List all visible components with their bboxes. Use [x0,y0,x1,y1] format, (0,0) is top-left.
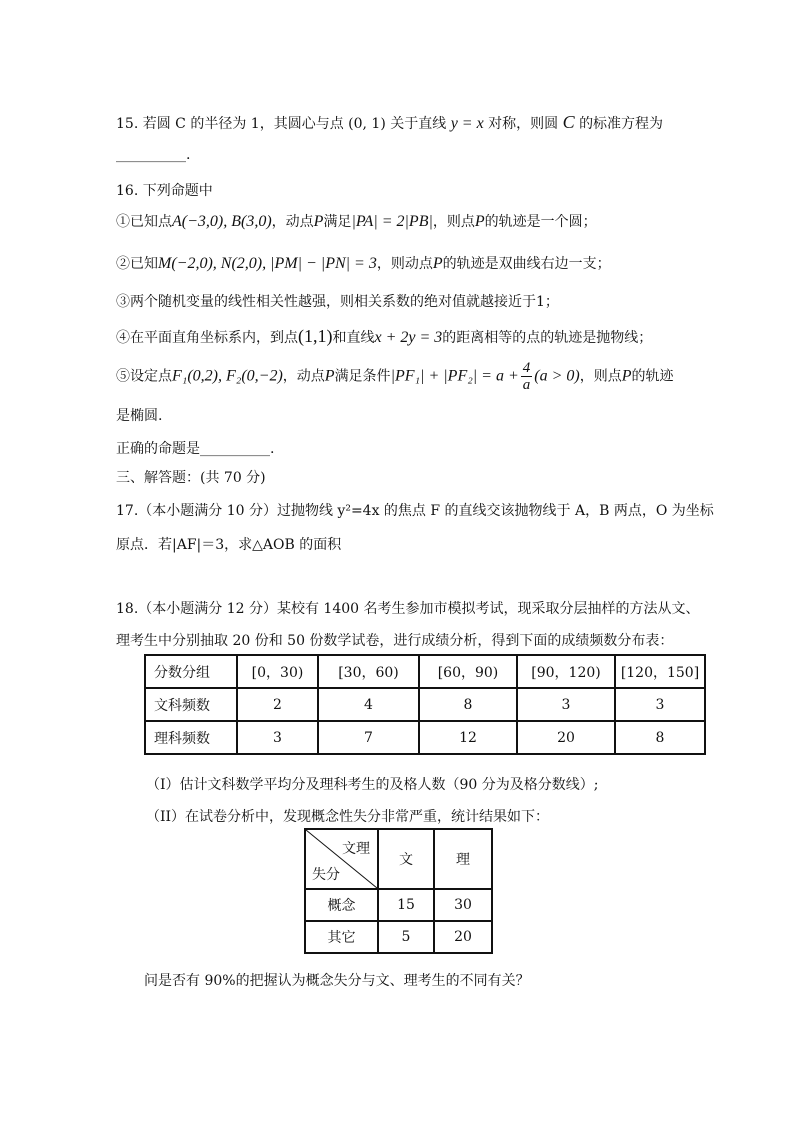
q17-line-2: 原点．若|AF|＝3，求△AOB 的面积 [116,537,342,553]
corner-bottom-label: 失分 [312,867,340,883]
p5-points: F₁(0,2), F₂(0,−2) [172,367,283,385]
p2-point-p: P [432,255,443,272]
p4-text-b: 和直线 [332,330,375,346]
err-cell: 15 [378,889,434,921]
freq-header-cell: [60，90) [419,655,517,688]
freq-cell: 8 [419,688,517,721]
p2-text-b: ，则动点 [376,256,433,272]
err-cell: 20 [434,921,492,953]
p1-points: A(−3,0), B(3,0) [172,213,272,230]
p5-condition: |PF₁| + |PF₂| = a + [390,367,519,385]
proposition-5 [116,360,674,393]
q18-final-question: 问是否有 90%的把握认为概念失分与文、理考生的不同有关？ [144,973,530,989]
freq-header-cell: 分数分组 [145,655,237,688]
q15-answer-blank: __________. [116,147,191,163]
q15-text-a: 若圆 C 的半径为 1，其圆心与点 (0, 1) 关于直线 [142,116,447,132]
err-cell: 30 [434,889,492,921]
p5-text-d: ，则点 [579,368,622,385]
freq-cell: 12 [419,721,517,754]
col-header-li: 理 [434,829,492,889]
err-row-label: 概念 [305,889,378,921]
col-header-wen: 文 [378,829,434,889]
p1-condition: |PA| = 2|PB| [351,213,433,230]
p1-point-p: P [313,213,324,230]
frequency-table-header-row [145,655,705,688]
q16-answer: 正确的命题是__________. [116,441,275,457]
p2-text-c: 的轨迹是双曲线右边一支； [442,256,611,272]
p4-text-a: ④在平面直角坐标系内，到点 [116,330,298,346]
freq-cell: 2 [237,688,318,721]
q17-line-1: 17.（本小题满分 10 分）过抛物线 y²=4x 的焦点 F 的直线交该抛物线于 A，B 两点，O 为坐标 [116,503,714,519]
q15-text-c: 的标准方程为 [579,116,664,132]
p5-text-a: ⑤设定点 [116,368,172,385]
p5-fraction-numerator: 4 [522,360,531,376]
p1-text-d: ，则点 [432,214,475,230]
freq-cell: 4 [318,688,419,721]
q18-part-2: （II）在试卷分析中，发现概念性失分非常严重，统计结果如下： [146,809,550,825]
p1-text-b: ，动点 [271,214,314,230]
proposition-3: ③两个随机变量的线性相关性越强，则相关系数的绝对值就越接近于1； [116,294,559,310]
proposition-2 [116,253,611,273]
table-row [145,688,705,721]
error-table-header-row [305,829,492,889]
freq-cell: 8 [615,721,705,754]
error-table [304,828,493,954]
p1-point-p-2: P [474,213,485,230]
proposition-1 [116,211,597,231]
q15-equation: y = x [450,115,484,132]
p4-text-c: 的距离相等的点的轨迹是抛物线； [442,330,653,346]
q15-number: 15. [116,116,139,132]
p4-point: (1,1) [298,326,333,346]
q18-part-1: （I）估计文科数学平均分及理科考生的及格人数（90 分为及格分数线）; [146,777,599,793]
freq-cell: 3 [517,688,615,721]
p1-text-c: 满足 [323,214,352,230]
table-row [145,721,705,754]
proposition-4 [116,326,652,347]
p5-text-b: ，动点 [282,368,325,385]
freq-header-cell: [30，60) [318,655,419,688]
p2-points: M(−2,0), N(2,0), |PM| − |PN| = 3 [158,255,377,272]
p5-fraction [521,360,533,393]
freq-cell: 20 [517,721,615,754]
freq-cell: 7 [318,721,419,754]
freq-header-cell: [120，150] [615,655,705,688]
table-row [305,889,492,921]
question-15 [116,112,663,133]
question-16-title: 16. 下列命题中 [116,183,213,199]
p4-line: x + 2y = 3 [374,329,443,346]
q15-text-b: 对称，则圆 [488,116,559,132]
proposition-5-continued: 是椭圆. [116,408,163,424]
freq-cell: 3 [615,688,705,721]
corner-top-label: 文理 [342,841,370,857]
p5-point-p-2: P [621,367,632,385]
p1-text-a: ①已知点 [116,214,172,230]
p1-text-e: 的轨迹是一个圆； [484,214,597,230]
p5-fraction-denominator: a [522,377,531,393]
p5-text-e: 的轨迹 [631,368,674,385]
freq-header-cell: [0，30) [237,655,318,688]
q15-circle-name: C [562,112,575,132]
q18-line-2: 理考生中分别抽取 20 份和 50 份数学试卷，进行成绩分析，得到下面的成绩频数分布表： [116,633,674,649]
p5-condition-2: (a > 0) [534,367,580,385]
diagonal-header-cell [305,829,378,889]
frequency-table [144,654,706,755]
p2-text-a: ②已知 [116,256,158,272]
freq-row-label: 理科频数 [145,721,237,754]
err-cell: 5 [378,921,434,953]
freq-row-label: 文科频数 [145,688,237,721]
section-3-heading: 三、解答题：(共 70 分) [116,470,266,486]
q18-line-1: 18.（本小题满分 12 分）某校有 1400 名考生参加市模拟考试，现采取分层抽样的方法从文、 [116,601,700,617]
freq-header-cell: [90，120) [517,655,615,688]
p5-point-p: P [324,367,335,385]
table-row [305,921,492,953]
p5-text-c: 满足条件 [334,368,391,385]
err-row-label: 其它 [305,921,378,953]
freq-cell: 3 [237,721,318,754]
